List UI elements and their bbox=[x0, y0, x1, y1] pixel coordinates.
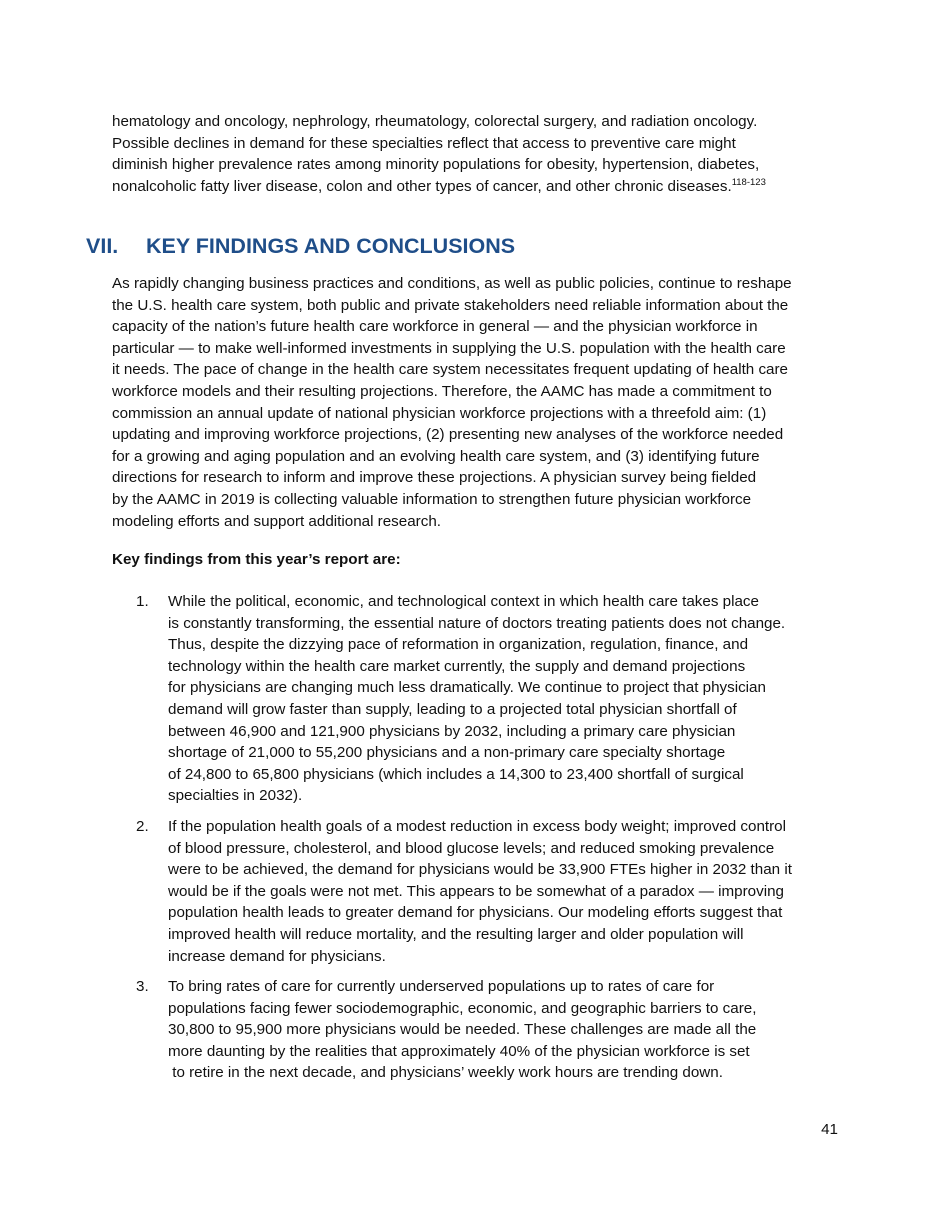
intro-paragraph bbox=[112, 111, 766, 197]
citation-superscript: 118-123 bbox=[731, 176, 766, 188]
finding-line: shortage of 21,000 to 55,200 physicians and a non-primary care specialty shortage bbox=[168, 744, 726, 762]
finding-line: While the political, economic, and technological context in which health care takes place bbox=[168, 593, 759, 610]
body-line: updating and improving workforce projections, (2) presenting new analyses of the workforce needed bbox=[112, 426, 784, 444]
finding-line: populations facing fewer sociodemographic, economic, and geographic barriers to care, bbox=[168, 999, 757, 1017]
body-line: by the AAMC in 2019 is collecting valuable information to strengthen future physician workforce bbox=[112, 490, 752, 508]
finding-line: of 24,800 to 65,800 physicians (which includes a 14,300 to 23,400 shortfall of surgical bbox=[168, 765, 744, 783]
body-line: directions for research to inform and improve these projections. A physician survey being fielded bbox=[112, 469, 757, 487]
finding-text bbox=[168, 976, 756, 1084]
intro-line-last bbox=[112, 176, 766, 198]
key-findings-heading: Key findings from this year’s report are: bbox=[112, 551, 401, 568]
finding-text bbox=[168, 816, 792, 967]
finding-line: were to be achieved, the demand for physicians would be 33,900 FTEs higher in 2032 than it bbox=[168, 861, 792, 879]
body-paragraph bbox=[112, 273, 792, 532]
finding-line: improved health will reduce mortality, and the resulting larger and older population will bbox=[168, 925, 744, 943]
intro-line: diminish higher prevalence rates among minority populations for obesity, hypertension, diabetes, bbox=[112, 156, 760, 174]
finding-line: population health leads to greater demand for physicians. Our modeling efforts suggest that bbox=[168, 904, 783, 922]
body-line: it needs. The pace of change in the health care system necessitates frequent updating of health care bbox=[112, 361, 788, 379]
finding-line: more daunting by the realities that approximately 40% of the physician workforce is set bbox=[168, 1042, 750, 1060]
finding-line: between 46,900 and 121,900 physicians by 2032, including a primary care physician bbox=[168, 722, 736, 740]
list-marker: 2. bbox=[136, 818, 149, 835]
section-title: KEY FINDINGS AND CONCLUSIONS bbox=[146, 234, 516, 258]
finding-line: increase demand for physicians. bbox=[168, 947, 386, 965]
list-marker: 3. bbox=[136, 978, 149, 995]
list-marker: 1. bbox=[136, 593, 149, 610]
body-line: modeling efforts and support additional research. bbox=[112, 512, 441, 530]
finding-line: To bring rates of care for currently underserved populations up to rates of care for bbox=[168, 978, 715, 995]
intro-line: hematology and oncology, nephrology, rheumatology, colorectal surgery, and radiation oncology. bbox=[112, 113, 758, 130]
body-line: commission an annual update of national physician workforce projections with a threefold aim: (1) bbox=[112, 404, 767, 422]
finding-text bbox=[168, 591, 785, 807]
finding-line: demand will grow faster than supply, leading to a projected total physician shortfall of bbox=[168, 700, 737, 718]
finding-line: If the population health goals of a modest reduction in excess body weight; improved control bbox=[168, 818, 786, 835]
body-line: particular — to make well-informed investments in supplying the U.S. population with the health care bbox=[112, 339, 786, 357]
finding-line: specialties in 2032). bbox=[168, 787, 303, 805]
finding-line: for physicians are changing much less dramatically. We continue to project that physician bbox=[168, 679, 766, 697]
finding-line: technology within the health care market currently, the supply and demand projections bbox=[168, 657, 746, 675]
body-line: for a growing and aging population and an evolving health care system, and (3) identifying future bbox=[112, 447, 760, 465]
finding-line: is constantly transforming, the essential nature of doctors treating patients does not change. bbox=[168, 614, 786, 632]
finding-line: to retire in the next decade, and physicians’ weekly work hours are trending down. bbox=[168, 1064, 723, 1082]
body-line: workforce models and their resulting projections. Therefore, the AAMC has made a commitment to bbox=[112, 382, 772, 400]
body-line: As rapidly changing business practices and conditions, as well as public policies, continue to reshape bbox=[112, 275, 792, 292]
intro-line: Possible declines in demand for these specialties reflect that access to preventive care might bbox=[112, 134, 736, 152]
finding-line: would be if the goals were not met. This appears to be somewhat of a paradox — improving bbox=[168, 882, 784, 900]
finding-line: of blood pressure, cholesterol, and blood glucose levels; and reduced smoking prevalence bbox=[168, 839, 775, 857]
finding-line: Thus, despite the dizzying pace of reformation in organization, regulation, finance, and bbox=[168, 636, 749, 654]
body-line: capacity of the nation’s future health care workforce in general — and the physician workforce in bbox=[112, 318, 758, 336]
page-number: 41 bbox=[821, 1121, 838, 1138]
body-line: the U.S. health care system, both public and private stakeholders need reliable information about the bbox=[112, 296, 789, 314]
finding-line: 30,800 to 95,900 more physicians would be needed. These challenges are made all the bbox=[168, 1021, 757, 1039]
intro-line-text: nonalcoholic fatty liver disease, colon and other types of cancer, and other chronic diseases. bbox=[112, 177, 732, 195]
section-heading bbox=[86, 234, 515, 259]
section-number: VII. bbox=[86, 234, 119, 258]
